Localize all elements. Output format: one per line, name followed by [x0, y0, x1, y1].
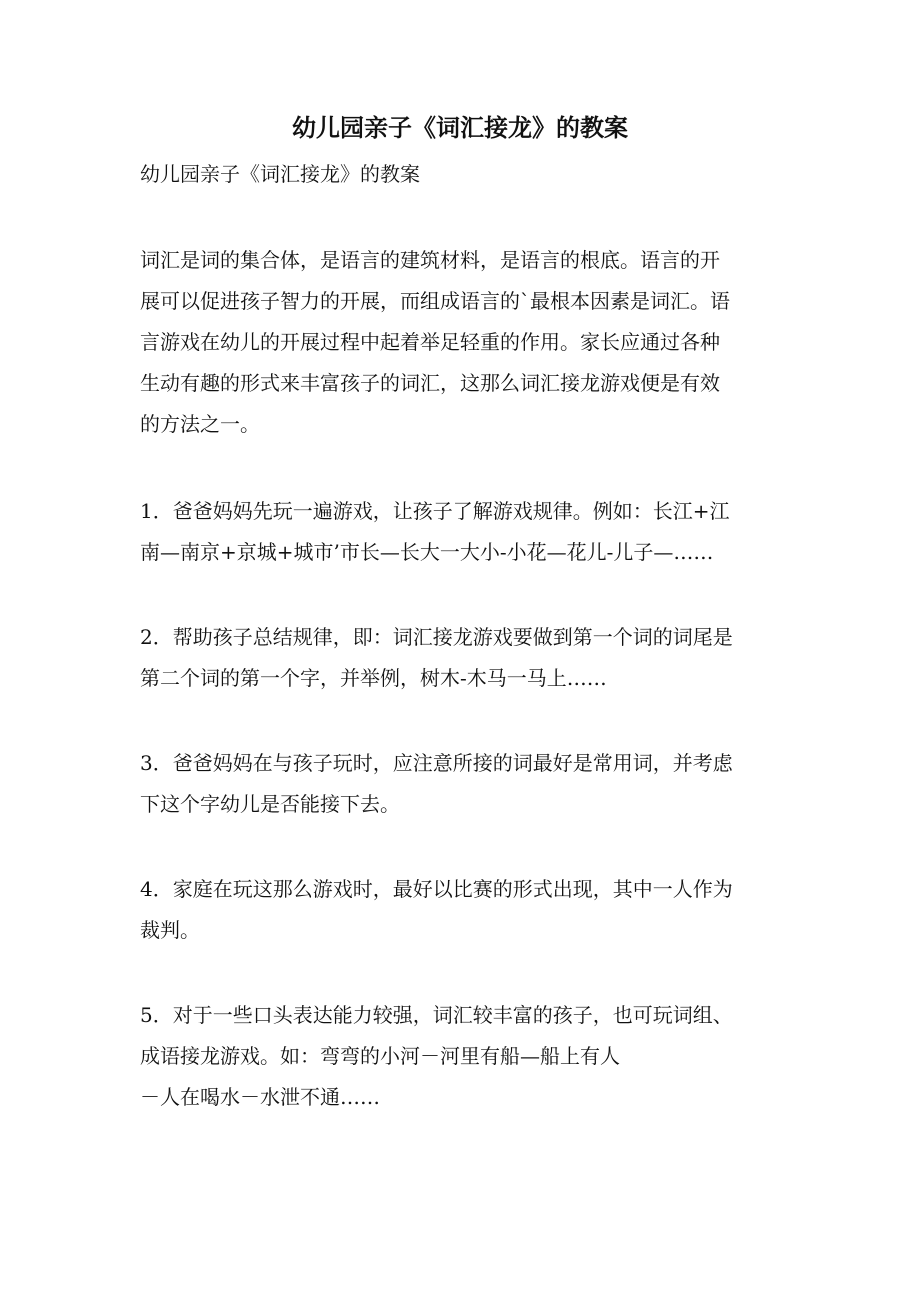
paragraph-line: 5．对于一些口头表达能力较强，词汇较丰富的孩子，也可玩词组、: [140, 1003, 733, 1027]
document-subtitle: 幼儿园亲子《词汇接龙》的教案: [140, 162, 420, 186]
paragraph-line: 下这个字幼儿是否能接下去。: [140, 792, 400, 816]
paragraph-line: 成语接龙游戏。如：弯弯的小河－河里有船—船上有人: [140, 1044, 620, 1068]
paragraph-line: 裁判。: [140, 918, 200, 942]
paragraph-line: 言游戏在幼儿的开展过程中起着举足轻重的作用。家长应通过各种: [140, 330, 720, 354]
paragraph-line: 2．帮助孩子总结规律，即：词汇接龙游戏要做到第一个词的词尾是: [140, 625, 733, 649]
paragraph-line: 的方法之一。: [140, 412, 260, 436]
paragraph-line: 词汇是词的集合体，是语言的建筑材料，是语言的根底。语言的开: [140, 248, 720, 272]
paragraph-line: 南—南京+京城+城市’市长—长大一大小-小花—花儿-儿子—……: [140, 540, 714, 564]
paragraph-line: 生动有趣的形式来丰富孩子的词汇，这那么词汇接龙游戏便是有效: [140, 371, 720, 395]
step-5-paragraph: [140, 995, 780, 1118]
paragraph-line: 4．家庭在玩这那么游戏时，最好以比赛的形式出现，其中一人作为: [140, 877, 733, 901]
step-2-paragraph: [140, 617, 780, 699]
paragraph-line: 第二个词的第一个字，并举例，树木-木马一马上……: [140, 666, 607, 690]
paragraph-line: 3．爸爸妈妈在与孩子玩时，应注意所接的词最好是常用词，并考虑: [140, 751, 733, 775]
step-3-paragraph: [140, 743, 780, 825]
intro-paragraph: [140, 240, 780, 445]
document-title: 幼儿园亲子《词汇接龙》的教案: [292, 113, 628, 142]
step-1-paragraph: [140, 491, 780, 573]
paragraph-line: －人在喝水－水泄不通……: [140, 1085, 380, 1109]
paragraph-line: 展可以促进孩子智力的开展，而组成语言的`最根本因素是词汇。语: [140, 289, 730, 313]
step-4-paragraph: [140, 869, 780, 951]
paragraph-line: 1．爸爸妈妈先玩一遍游戏，让孩子了解游戏规律。例如：长江+江: [140, 499, 730, 523]
